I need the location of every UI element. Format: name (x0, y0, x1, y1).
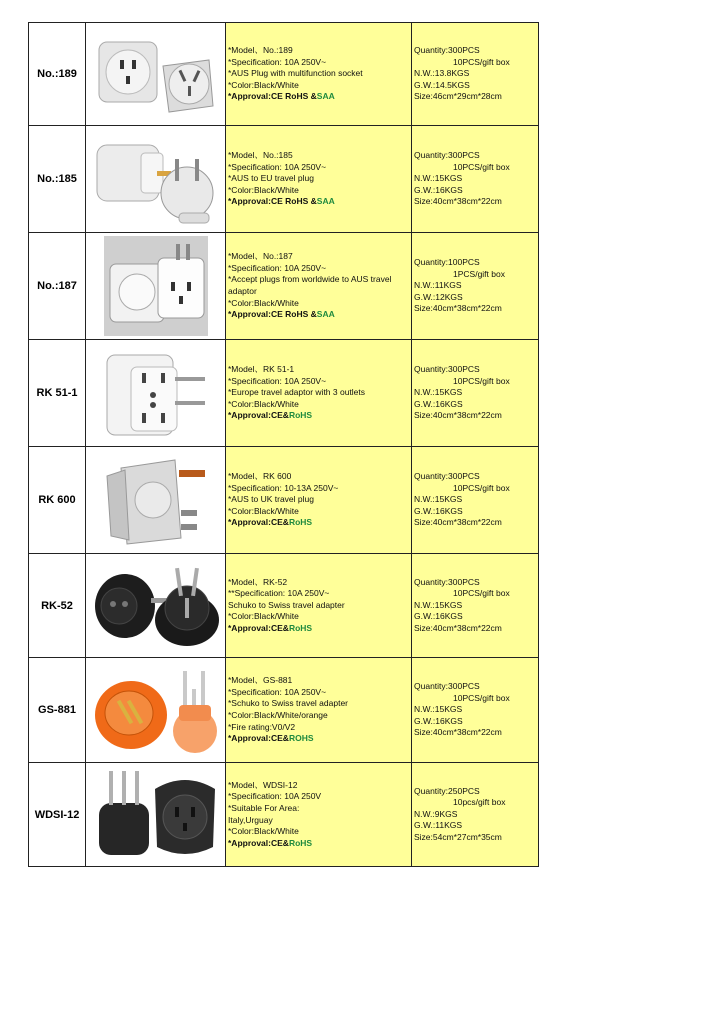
packing-size: Size:54cm*27cm*35cm (414, 831, 502, 842)
model-number-cell: No.:187 (29, 233, 86, 340)
spec-model: *Model、GS-881 (228, 675, 293, 686)
spec-approval (228, 91, 411, 103)
packing-net-weight: N.W.:15KGS (414, 494, 463, 505)
packing-size: Size:40cm*38cm*22cm (414, 410, 502, 421)
product-row (29, 554, 539, 658)
approval-highlight: RoHS (288, 517, 313, 528)
spec-specification: *Specification: 10A 250V (228, 791, 322, 802)
spec-color: *Color:Black/White (228, 79, 299, 90)
model-number-cell: RK 600 (29, 447, 86, 554)
packing-quantity: Quantity:300PCS (414, 471, 480, 482)
spec-specification: *Specification: 10A 250V~ (228, 262, 327, 273)
spec-fire-rating: *Fire rating:V0/V2 (228, 721, 296, 732)
packing-size: Size:40cm*38cm*22cm (414, 622, 502, 633)
packing-quantity: Quantity:250PCS (414, 785, 480, 796)
product-image-cell (86, 233, 226, 340)
product-row (29, 126, 539, 233)
specification-cell (226, 340, 412, 447)
approval-highlight: SAA (316, 196, 335, 207)
spec-approval (228, 410, 411, 422)
packing-per-box: 10PCS/gift box (453, 56, 510, 67)
spec-color: *Color:Black/White (228, 611, 299, 622)
approval-text: *Approval:CE& (228, 517, 289, 528)
packing-gross-weight: G.W.:11KGS (414, 820, 463, 831)
spec-model: *Model、WDSI-12 (228, 779, 298, 790)
packing-quantity: Quantity:300PCS (414, 150, 480, 161)
product-row (29, 340, 539, 447)
specification-cell (226, 126, 412, 233)
packing-gross-weight: G.W.:12KGS (414, 291, 463, 302)
specification-cell (226, 554, 412, 658)
spec-model: *Model、RK 51-1 (228, 364, 295, 375)
packing-size: Size:40cm*38cm*22cm (414, 303, 502, 314)
spec-model: *Model、RK-52 (228, 576, 288, 587)
spec-specification: *Specification: 10A 250V~ (228, 161, 327, 172)
packing-net-weight: N.W.:15KGS (414, 387, 463, 398)
spec-description: Schuko to Swiss travel adapter (228, 599, 345, 610)
product-row (29, 658, 539, 763)
packing-net-weight: N.W.:13.8KGS (414, 68, 470, 79)
packing-per-box: 10PCS/gift box (453, 161, 510, 172)
spec-description: *Suitable For Area: (228, 802, 300, 813)
product-image (104, 236, 208, 336)
packing-per-box: 10PCS/gift box (453, 482, 510, 493)
specification-cell (226, 447, 412, 554)
product-catalog-table (28, 22, 539, 867)
approval-text: *Approval:CE RoHS & (228, 309, 317, 320)
packing-gross-weight: G.W.:16KGS (414, 398, 463, 409)
spec-approval (228, 309, 411, 321)
approval-highlight: SAA (316, 309, 335, 320)
spec-description: *AUS Plug with multifunction socket (228, 68, 363, 79)
spec-color: *Color:Black/White/orange (228, 710, 328, 720)
product-image (91, 28, 221, 120)
spec-model: *Model、No.:187 (228, 251, 293, 262)
model-number-cell: GS-881 (29, 658, 86, 763)
model-number-cell: WDSI-12 (29, 763, 86, 867)
model-number-cell: RK-52 (29, 554, 86, 658)
spec-approval (228, 733, 411, 745)
model-number-cell: No.:185 (29, 126, 86, 233)
packing-cell (412, 447, 539, 554)
approval-highlight: ROHS (288, 733, 314, 744)
product-image-cell (86, 23, 226, 126)
approval-highlight: SAA (316, 91, 335, 102)
packing-cell (412, 554, 539, 658)
product-image (89, 558, 223, 654)
product-image-cell (86, 447, 226, 554)
spec-model: *Model、No.:189 (228, 45, 293, 56)
packing-size: Size:40cm*38cm*22cm (414, 517, 502, 528)
packing-gross-weight: G.W.:16KGS (414, 715, 463, 726)
spec-color: *Color:Black/White (228, 505, 299, 516)
approval-text: *Approval:CE& (228, 837, 289, 848)
approval-text: *Approval:CE& (228, 622, 289, 633)
packing-per-box: 10PCS/gift box (453, 375, 510, 386)
spec-color: *Color:Black/White (228, 398, 299, 409)
spec-specification: **Specification: 10A 250V~ (228, 588, 330, 599)
spec-model: *Model、No.:185 (228, 150, 293, 161)
packing-gross-weight: G.W.:14.5KGS (414, 79, 470, 90)
packing-quantity: Quantity:300PCS (414, 364, 480, 375)
specification-cell (226, 763, 412, 867)
product-row (29, 763, 539, 867)
spec-approval (228, 623, 411, 635)
spec-approval (228, 196, 411, 208)
packing-gross-weight: G.W.:16KGS (414, 184, 463, 195)
spec-description: *Europe travel adaptor with 3 outlets (228, 387, 366, 398)
approval-highlight: RoHS (288, 622, 313, 633)
packing-quantity: Quantity:300PCS (414, 45, 480, 56)
packing-cell (412, 763, 539, 867)
approval-text: *Approval:CE& (228, 733, 289, 744)
packing-quantity: Quantity:300PCS (414, 576, 480, 587)
spec-specification: *Specification: 10-13A 250V~ (228, 482, 339, 493)
packing-cell (412, 23, 539, 126)
packing-net-weight: N.W.:15KGS (414, 704, 463, 715)
approval-text: *Approval:CE RoHS & (228, 196, 317, 207)
product-image (101, 345, 211, 441)
product-row (29, 447, 539, 554)
spec-approval (228, 517, 411, 529)
packing-cell (412, 340, 539, 447)
packing-cell (412, 658, 539, 763)
packing-net-weight: N.W.:11KGS (414, 280, 462, 291)
spec-description: *AUS to EU travel plug (228, 173, 314, 184)
packing-gross-weight: G.W.:16KGS (414, 505, 463, 516)
product-row (29, 233, 539, 340)
packing-cell (412, 126, 539, 233)
packing-net-weight: N.W.:15KGS (414, 599, 463, 610)
packing-quantity: Quantity:300PCS (414, 681, 480, 692)
product-image (89, 767, 223, 863)
model-number-cell: RK 51-1 (29, 340, 86, 447)
packing-size: Size:46cm*29cm*28cm (414, 91, 502, 102)
spec-specification: *Specification: 10A 250V~ (228, 375, 327, 386)
specification-cell (226, 23, 412, 126)
product-image-cell (86, 658, 226, 763)
packing-per-box: 10pcs/gift box (453, 797, 506, 808)
specification-cell (226, 658, 412, 763)
spec-description: *AUS to UK travel plug (228, 494, 314, 505)
product-image-cell (86, 554, 226, 658)
product-image-cell (86, 763, 226, 867)
packing-per-box: 1PCS/gift box (453, 268, 505, 279)
product-image-cell (86, 340, 226, 447)
product-image-cell (86, 126, 226, 233)
spec-description: *Schuko to Swiss travel adapter (228, 698, 349, 709)
product-image (91, 131, 221, 227)
spec-color: *Color:Black/White (228, 297, 299, 308)
specification-cell (226, 233, 412, 340)
packing-cell (412, 233, 539, 340)
packing-per-box: 10PCS/gift box (453, 692, 510, 703)
approval-text: *Approval:CE RoHS & (228, 91, 317, 102)
spec-specification: *Specification: 10A 250V~ (228, 686, 327, 697)
packing-net-weight: N.W.:15KGS (414, 173, 463, 184)
spec-color: *Color:Black/White (228, 826, 299, 837)
packing-size: Size:40cm*38cm*22cm (414, 196, 502, 207)
spec-color: *Color:Black/White (228, 184, 299, 195)
product-row (29, 23, 539, 126)
product-image (89, 661, 223, 759)
product-image (101, 452, 211, 548)
spec-area: Italy,Urguay (228, 814, 273, 825)
spec-specification: *Specification: 10A 250V~ (228, 56, 327, 67)
packing-size: Size:40cm*38cm*22cm (414, 727, 502, 738)
model-number-cell: No.:189 (29, 23, 86, 126)
spec-model: *Model、RK 600 (228, 471, 292, 482)
packing-net-weight: N.W.:9KGS (414, 808, 458, 819)
packing-per-box: 10PCS/gift box (453, 588, 510, 599)
packing-gross-weight: G.W.:16KGS (414, 611, 463, 622)
approval-text: *Approval:CE& (228, 410, 289, 421)
approval-highlight: RoHS (288, 410, 313, 421)
approval-highlight: RoHS (288, 837, 313, 848)
packing-quantity: Quantity:100PCS (414, 257, 480, 268)
spec-approval (228, 838, 411, 850)
spec-description: *Accept plugs from worldwide to AUS travel adaptor (228, 274, 392, 296)
